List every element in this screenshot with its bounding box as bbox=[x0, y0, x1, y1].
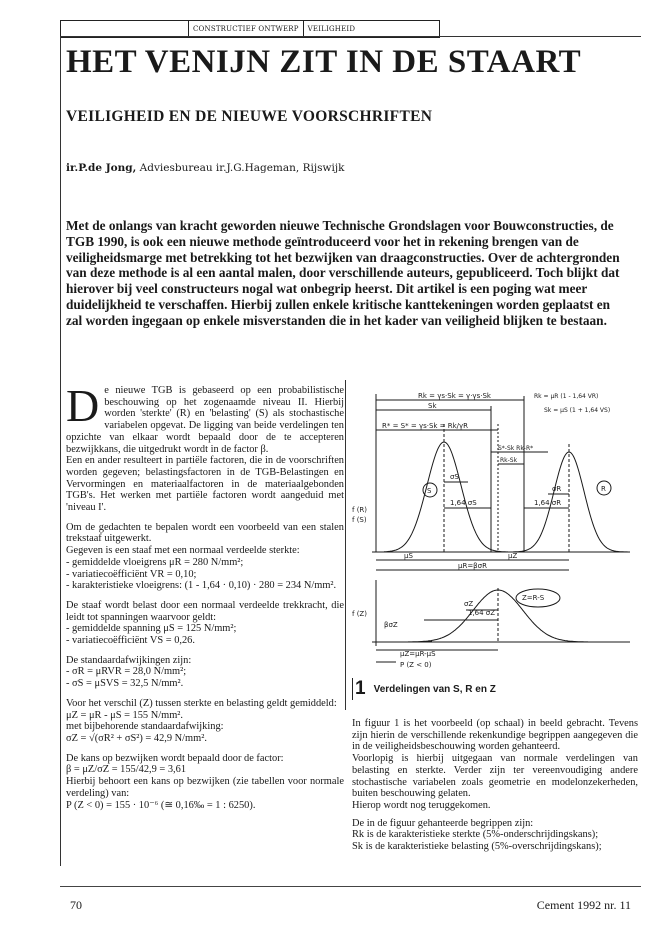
body-text: met bijbehorende standaardafwijking: bbox=[66, 721, 224, 733]
s-distribution-curve bbox=[384, 442, 508, 552]
formula: P (Z < 0) = 155 · 10⁻⁶ (≅ 0,16‰ = 1 : 6250). bbox=[66, 799, 256, 811]
author-name: ir.P.de Jong, bbox=[66, 162, 137, 174]
paragraph bbox=[352, 818, 638, 853]
left-column bbox=[66, 380, 344, 819]
label-right-eq2: Sk = μS (1 + 1,64 VS) bbox=[544, 407, 611, 414]
figure-caption-text: Verdelingen van S, R en Z bbox=[373, 683, 496, 695]
formula: σZ = √(σR² + σS²) = 42,9 N/mm². bbox=[66, 732, 207, 744]
body-text: Voorlopig is hierbij uitgegaan van normale verdelingen van belasting en sterkte. Verder zijn ter vereenvoudiging andere stochastische variabelen zoals geometrie en modelonzekerheden, buiten beschouwing gelaten. bbox=[352, 753, 638, 800]
body-text: Hierbij behoort een kans op bezwijken (zie tabellen voor normale verdeling) van: bbox=[66, 776, 344, 799]
label-f-z: f (Z) bbox=[352, 610, 367, 618]
distribution-figure bbox=[348, 384, 638, 674]
list-item: - σS = μSVS = 32,5 N/mm². bbox=[66, 678, 184, 690]
label-beta-sigma-z: βσZ bbox=[384, 621, 398, 629]
list-item: - σR = μRVR = 28,0 N/mm²; bbox=[66, 666, 187, 678]
label-sigma-r: σR bbox=[552, 485, 562, 493]
label-top-eq1: Rk = γs·Sk = γ·γs·Sk bbox=[418, 392, 491, 400]
paragraph bbox=[66, 600, 344, 647]
label-f-r: f (R) bbox=[352, 506, 368, 514]
body-text: Een en ander resulteert in partiële factoren, die in de voorschriften worden gegeven; belastingsfactoren in de TGB-Belastingen en Vervormingen en materiaalfactoren in de materiaalgebonden TGB's. Het werken met partiële factoren wordt aangeduid met 'niveau I'. bbox=[66, 455, 344, 514]
label-r: R bbox=[601, 485, 606, 493]
body-text: De standaardafwijkingen zijn: bbox=[66, 654, 192, 666]
journal-info: Cement 1992 nr. 11 bbox=[536, 898, 631, 912]
paragraph bbox=[66, 698, 344, 745]
bottom-rule bbox=[60, 886, 641, 887]
figure-caption bbox=[352, 678, 637, 700]
definition-item: Rk is de karakteristieke sterkte (5%-onderschrijdingskans); bbox=[352, 829, 599, 841]
list-item: - variatiecoëfficiënt VR = 0,10; bbox=[66, 568, 197, 580]
body-text: Gegeven is een staaf met een normaal verdeelde sterkte: bbox=[66, 545, 300, 557]
paragraph bbox=[66, 522, 344, 592]
body-text: In figuur 1 is het voorbeeld (op schaal) in beeld gebracht. Tevens zijn hierin de verschillende rekenkundige begrippen aangegeven die in de veiligheidsbeschouwing worden gehanteerd. bbox=[352, 718, 638, 753]
paragraph bbox=[66, 655, 344, 690]
label-164-sigma-z: 1,64 σZ bbox=[468, 609, 496, 617]
label-mid-eq1: S*-Sk Rk-R* bbox=[498, 445, 534, 452]
list-item: - gemiddelde spanning μS = 125 N/mm²; bbox=[66, 623, 237, 635]
body-text: De in de figuur gehanteerde begrippen zijn: bbox=[352, 817, 534, 829]
label-sigma-s: σS bbox=[450, 473, 459, 481]
paragraph bbox=[352, 718, 638, 812]
figure-number: 1 bbox=[352, 678, 374, 700]
body-text: Hierop wordt nog teruggekomen. bbox=[352, 799, 491, 811]
body-text: Om de gedachten te bepalen wordt een voorbeeld van een stalen trekstaaf uitgewerkt. bbox=[66, 521, 344, 545]
article-subtitle: VEILIGHEID EN DE NIEUWE VOORSCHRIFTEN bbox=[66, 108, 433, 125]
header-topic: VEILIGHEID bbox=[307, 25, 356, 33]
paragraph bbox=[66, 753, 344, 812]
label-mu-z: μZ bbox=[508, 552, 518, 560]
list-item: - gemiddelde vloeigrens μR = 280 N/mm²; bbox=[66, 556, 244, 568]
body-text: e nieuwe TGB is gebaseerd op een probabilistische beschouwing op het zogenaamde niveau II. Hierbij worden 'sterkte' (R) en 'belasting' (S) als stochastische variabelen opgevat. De ligging van beide verdelingen ten opzichte van elkaar wordt bepaald door de te accepteren bezwijkkans, die uitgedrukt wordt in de factor β. bbox=[66, 385, 344, 455]
label-zrs: Z=R-S bbox=[522, 594, 545, 602]
body-text: Voor het verschil (Z) tussen sterkte en belasting geldt gemiddeld: bbox=[66, 697, 337, 709]
definition-item: Sk is de karakteristieke belasting (5%-overschrijdingskans); bbox=[352, 841, 602, 853]
author-affiliation: Adviesbureau ir.J.G.Hageman, Rijswijk bbox=[136, 162, 345, 174]
label-164-sigma-s: 1,64 σS bbox=[450, 499, 477, 507]
drop-cap: D bbox=[66, 380, 100, 431]
author-line bbox=[66, 162, 344, 174]
label-top-eq2: Sk bbox=[428, 402, 437, 410]
label-mu-z-eq: μZ=μR-μS bbox=[400, 650, 436, 658]
r-distribution-curve bbox=[513, 452, 630, 552]
paragraph bbox=[66, 380, 344, 514]
label-top-eq3: R* = S* = γs·Sk = Rk/γR bbox=[382, 422, 469, 430]
page-number: 70 bbox=[70, 898, 82, 912]
header-spacer bbox=[61, 21, 189, 37]
formula: β = μZ/σZ = 155/42,9 = 3,61 bbox=[66, 764, 187, 776]
list-item: - karakteristieke vloeigrens: (1 - 1,64 · 0,10) · 280 = 234 N/mm². bbox=[66, 580, 337, 592]
label-mu-r-beta: μR=βσR bbox=[458, 562, 487, 570]
label-p-z: P (Z < 0) bbox=[400, 661, 432, 669]
body-text: De kans op bezwijken wordt bepaald door de factor: bbox=[66, 752, 284, 764]
article-title: HET VENIJN ZIT IN DE STAART bbox=[66, 44, 582, 80]
label-164-sigma-r: 1,64 σR bbox=[534, 499, 562, 507]
label-s: S bbox=[427, 487, 432, 495]
label-right-eq1: Rk = μR (1 - 1,64 VR) bbox=[534, 393, 599, 400]
formula: μZ = μR - μS = 155 N/mm². bbox=[66, 709, 183, 721]
intro-paragraph: Met de onlangs van kracht geworden nieuwe Technische Grondslagen voor Bouwconstructies, de TGB 1990, is ook een nieuwe methode geïntroduceerd voor het in rekening brengen van de veiligheidsmarge met betrekking tot het bezwijken van draagconstructies. Over de achtergronden van deze methode is al een aantal malen, door verschillende auteurs, gepubliceerd. Toch blijkt dat hierover bij veel constructeurs nogal wat onbegrip heerst. Dit artikel is een poging wat meer duidelijkheid te verschaffen. Hierbij zullen enkele kritische kanttekeningen worden geplaatst en zal worden ingegaan op enkele misverstanden die in het kader van veiligheid blijken te bestaan. bbox=[66, 218, 620, 328]
body-text: De staaf wordt belast door een normaal verdeelde trekkracht, die leidt tot spanningen waarvoor geldt: bbox=[66, 599, 344, 623]
label-sigma-z: σZ bbox=[464, 600, 474, 608]
list-item: - variatiecoëfficiënt VS = 0,26. bbox=[66, 635, 195, 647]
header-section: CONSTRUCTIEF ONTWERP bbox=[189, 21, 304, 37]
label-f-s: f (S) bbox=[352, 516, 367, 524]
right-column bbox=[352, 718, 638, 859]
label-mu-s: μS bbox=[404, 552, 413, 560]
label-mid-eq2: Rk-Sk bbox=[500, 457, 518, 464]
